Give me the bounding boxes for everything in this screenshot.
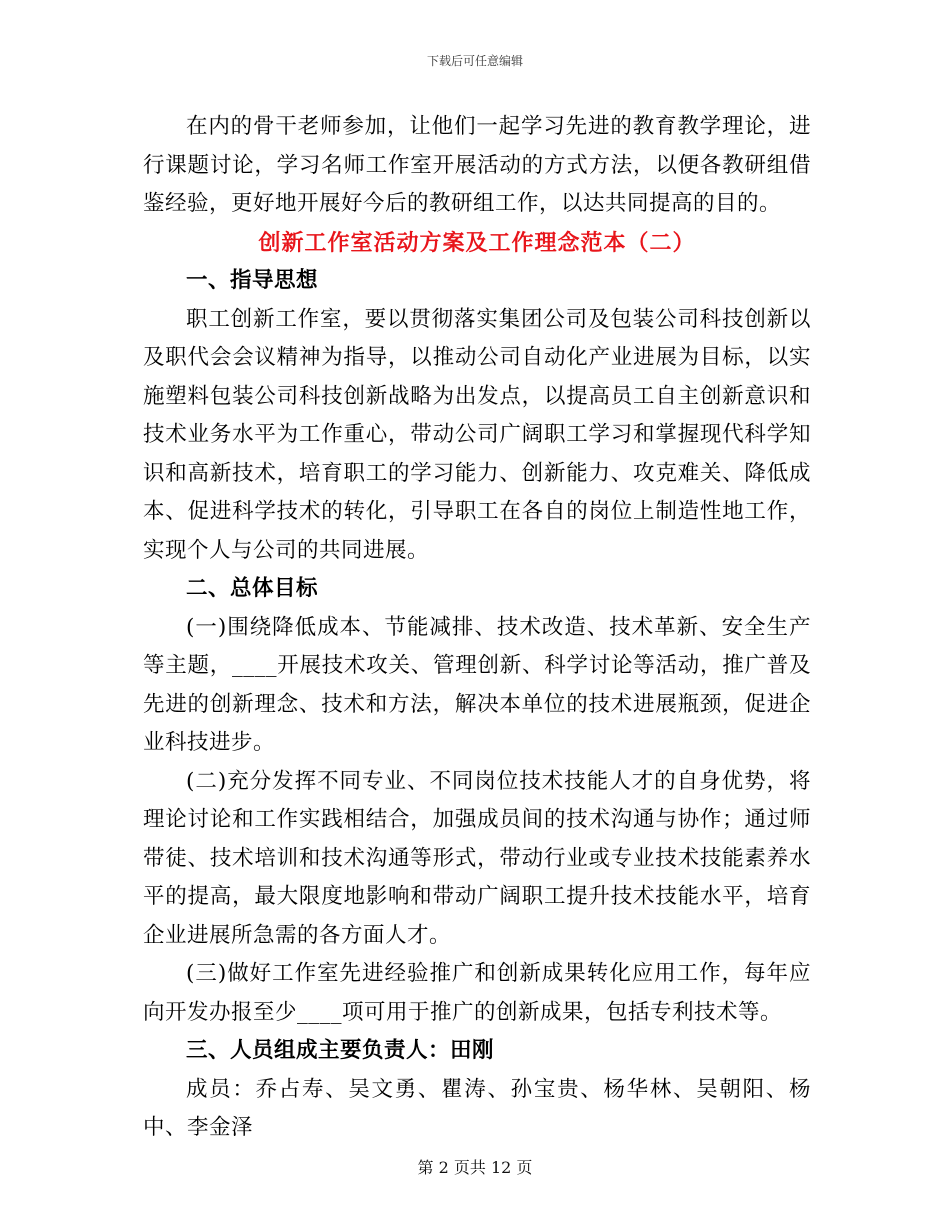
section-paragraph: 成员：乔占寿、吴文勇、瞿涛、孙宝贵、杨华林、吴朝阳、杨中、李金泽 <box>143 1076 811 1140</box>
section-heading: 一、指导思想 <box>186 268 319 293</box>
section-personnel <box>143 1032 811 1148</box>
section-guiding-ideology <box>143 262 811 570</box>
intro-paragraph: 在内的骨干老师参加，让他们一起学习先进的教育教学理论，进行课题讨论，学习名师工作室开展活动的方式方法，以便各教研组借鉴经验，更好地开展好今后的教研组工作，以达共同提高的目的。 <box>143 114 811 216</box>
header-note: 下载后可任意编辑 <box>426 54 523 68</box>
document-title: 创新工作室活动方案及工作理念范本（二） <box>258 229 696 256</box>
section-heading: 三、人员组成主要负责人：田刚 <box>186 1038 495 1063</box>
section-paragraph: 职工创新工作室，要以贯彻落实集团公司及包装公司科技创新以及职代会会议精神为指导，以推动公司自动化产业进展为目标，以实施塑料包装公司科技创新战略为出发点，以提高员工自主创新意识和技术业务水平为工作重心，带动公司广阔职工学习和掌握现代科学知识和高新技术，培育职工的学习能力、创新能力、攻克难关、降低成本、促进科学技术的转化，引导职工在各自的岗位上制造性地工作，实现个人与公司的共同进展。 <box>143 306 811 563</box>
section-overall-goals <box>143 570 811 1032</box>
section-paragraph: (三)做好工作室先进经验推广和创新成果转化应用工作，每年应向开发办报至少____项可用于推广的创新成果，包括专利技术等。 <box>143 961 811 1025</box>
section-paragraph: (一)围绕降低成本、节能减排、技术改造、技术革新、安全生产等主题，____开展技术攻关、管理创新、科学讨论等活动，推广普及先进的创新理念、技术和方法，解决本单位的技术进展瓶颈，促进企业科技进步。 <box>143 614 811 755</box>
section-heading: 二、总体目标 <box>186 576 319 601</box>
section-paragraph: (二)充分发挥不同专业、不同岗位技术技能人才的自身优势，将理论讨论和工作实践相结合，加强成员间的技术沟通与协作；通过师带徒、技术培训和技术沟通等形式，带动行业或专业技术技能素养水平的提高，最大限度地影响和带动广阔职工提升技术技能水平，培育企业进展所急需的各方面人才。 <box>143 768 811 948</box>
document-body <box>143 108 811 1148</box>
page-number: 第 2 页共 12 页 <box>417 1158 533 1177</box>
